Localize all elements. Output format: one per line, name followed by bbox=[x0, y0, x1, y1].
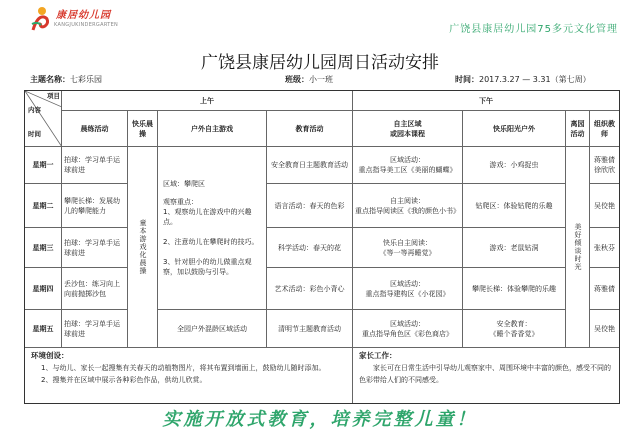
col-departure: 离园活动 bbox=[566, 111, 590, 147]
departure-cell bbox=[566, 147, 590, 348]
logo-name: 康居幼儿园 bbox=[56, 10, 111, 21]
time-value: 2017.3.27 — 3.31（第七周） bbox=[479, 75, 591, 84]
corner-time-label: 时间 bbox=[28, 130, 41, 138]
class-info bbox=[285, 74, 333, 85]
top-banner bbox=[0, 0, 640, 44]
outdoor-focus-3: 3、针对胆小的幼儿做重点观察，加以鼓励与引导。 bbox=[163, 258, 252, 276]
outdoor-focus-title: 观察重点： bbox=[163, 198, 198, 206]
teacher-fri: 吴佼艳 bbox=[590, 310, 619, 348]
environment-item-1: 1、与幼儿、家长一起搜集有关春天的动植物图片，将其布置到墙面上，鼓励幼儿随时添加。 bbox=[41, 364, 326, 372]
education-wed: 科学活动：春天的花 bbox=[267, 228, 353, 268]
environment-title: 环境创设： bbox=[31, 351, 69, 360]
morning-exercise-wed: 拍球：学习单手运球前进 bbox=[62, 228, 128, 268]
outdoor-area: 区域：攀爬区 bbox=[163, 180, 205, 188]
environment-item-2: 2、搜集并在区域中展示各种彩色作品，供幼儿欣赏。 bbox=[41, 376, 207, 384]
col-sunny-outdoor: 快乐阳光户外 bbox=[463, 111, 566, 147]
col-area-course: 自主区域 或园本课程 bbox=[353, 111, 463, 147]
theme-value: 七彩乐园 bbox=[70, 75, 102, 84]
page-title: 广饶县康居幼儿园周日活动安排 bbox=[201, 53, 439, 73]
afternoon-header: 下午 bbox=[353, 91, 619, 111]
area-course-fri: 区域活动： 重点指导角色区《彩色商店》 bbox=[353, 310, 463, 348]
morning-exercise-tue: 攀爬长梯：发展幼儿的攀爬能力 bbox=[62, 184, 128, 228]
class-label: 班级： bbox=[285, 75, 309, 84]
area-course-wed: 快乐自主阅读： 《等一等再睡觉》 bbox=[353, 228, 463, 268]
day-monday: 星期一 bbox=[25, 147, 62, 184]
corner-project-label: 项目 bbox=[47, 92, 60, 100]
departure-text: 美好倾谈时光 bbox=[574, 223, 582, 271]
teacher-wed: 张秋芬 bbox=[590, 228, 619, 268]
education-tue: 语言活动：春天的色彩 bbox=[267, 184, 353, 228]
education-mon: 安全教育日主题教育活动 bbox=[267, 147, 353, 184]
teacher-mon: 蒋雅倩 徐欣欣 bbox=[590, 147, 619, 184]
outdoor-focus-2: 2、注意幼儿在攀爬时的技巧。 bbox=[163, 238, 259, 246]
sunny-outdoor-mon: 游戏：小鸡捉虫 bbox=[463, 147, 566, 184]
parent-work-text: 家长可在日常生活中引导幼儿观察家中、周围环境中丰富的颜色，感受不同的色彩带给人们的不同感受。 bbox=[359, 364, 611, 384]
logo-english-name: KANGJUKINDERGARTEN bbox=[54, 22, 119, 28]
teacher-thu: 蒋雅倩 bbox=[590, 268, 619, 310]
day-wednesday: 星期三 bbox=[25, 228, 62, 268]
outdoor-game-fri: 全园户外混龄区域活动 bbox=[158, 310, 267, 348]
outdoor-game-cell bbox=[158, 147, 267, 310]
day-tuesday: 星期二 bbox=[25, 184, 62, 228]
morning-gym-text: 童本游戏化晨操 bbox=[139, 219, 147, 275]
outdoor-focus-1: 1、观察幼儿在游戏中的兴趣点。 bbox=[163, 208, 252, 226]
morning-gym-cell bbox=[128, 147, 158, 348]
area-course-tue: 自主阅读： 重点指导阅读区《我的颜色小书》 bbox=[353, 184, 463, 228]
col-outdoor-game: 户外自主游戏 bbox=[158, 111, 267, 147]
day-friday: 星期五 bbox=[25, 310, 62, 348]
day-thursday: 星期四 bbox=[25, 268, 62, 310]
environment-notes bbox=[25, 348, 353, 403]
sunny-outdoor-fri: 安全教育： 《睡个香香觉》 bbox=[463, 310, 566, 348]
morning-exercise-mon: 拍球：学习单手运球前进 bbox=[62, 147, 128, 184]
area-course-thu: 区域活动： 重点指导建构区《小花园》 bbox=[353, 268, 463, 310]
col-morning-exercise: 晨练活动 bbox=[62, 111, 128, 147]
kindergarten-logo-icon bbox=[30, 6, 52, 32]
education-fri: 清明节主题教育活动 bbox=[267, 310, 353, 348]
culture-slogan: 广饶县康居幼儿园75多元文化管理 bbox=[449, 24, 618, 35]
col-morning-gym: 快乐晨操 bbox=[128, 111, 158, 147]
morning-header: 上午 bbox=[62, 91, 353, 111]
footer-slogan: 实施开放式教育，培养完整儿童！ bbox=[162, 409, 478, 430]
corner-content-label: 内容 bbox=[28, 106, 41, 114]
area-course-mon: 区域活动： 重点指导美工区《美丽的蝴蝶》 bbox=[353, 147, 463, 184]
parent-work-notes bbox=[353, 348, 619, 403]
col-teachers: 组织教师 bbox=[590, 111, 619, 147]
morning-exercise-fri: 拍球：学习单手运球前进 bbox=[62, 310, 128, 348]
time-info bbox=[455, 74, 591, 85]
theme-label: 主题名称： bbox=[30, 75, 70, 84]
corner-header bbox=[25, 91, 62, 147]
parent-work-title: 家长工作： bbox=[359, 351, 397, 360]
class-value: 小一班 bbox=[309, 75, 333, 84]
schedule-table bbox=[24, 90, 620, 404]
sunny-outdoor-thu: 攀爬长梯：体验攀爬的乐趣 bbox=[463, 268, 566, 310]
morning-exercise-thu: 丢沙包：练习向上向前抛掷沙包 bbox=[62, 268, 128, 310]
education-thu: 艺术活动：彩色小背心 bbox=[267, 268, 353, 310]
time-label: 时间： bbox=[455, 75, 479, 84]
sunny-outdoor-tue: 钻爬区：体验钻爬的乐趣 bbox=[463, 184, 566, 228]
sunny-outdoor-wed: 游戏：老鼠钻洞 bbox=[463, 228, 566, 268]
col-education: 教育活动 bbox=[267, 111, 353, 147]
theme-info bbox=[30, 74, 102, 85]
teacher-tue: 吴佼艳 bbox=[590, 184, 619, 228]
